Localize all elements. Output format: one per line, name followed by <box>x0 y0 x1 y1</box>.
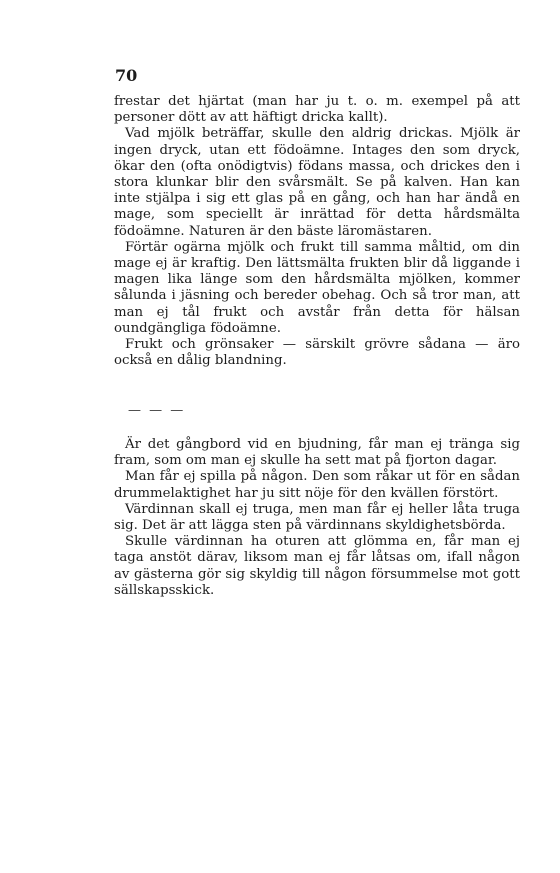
section-separator: — — — <box>128 403 186 418</box>
paragraph: Vad mjölk beträffar, skulle den aldrig drickas. Mjölk är ingen dryck, utan ett födoämne. Intages den som dryck, ökar den (ofta onödigtvis) födans massa, och drickes den i stora klunkar blir den svårsmält. Se på kalven. Han kan inte stjälpa i sig ett glas på en gång, och han har ändå en mage, som speciellt är inrättad för detta hårdsmälta födoämne. Naturen är den bäste läromästaren. <box>114 126 520 239</box>
paragraph: Förtär ogärna mjölk och frukt till samma måltid, om din mage ej är kraftig. Den lättsmälta frukten blir då liggande i magen lika länge som den hårdsmälta mjölken, kommer sålunda i jäsning och bereder obehag. Och så tror man, att man ej tål frukt och avstår från detta för hälsan oundgängliga födoämne. <box>114 239 520 336</box>
paragraph: Frukt och grönsaker — särskilt grövre sådana — äro också en dålig blandning. <box>114 337 520 369</box>
text-block-bottom <box>114 437 520 599</box>
paragraph: frestar det hjärtat (man har ju t. o. m. exempel på att personer dött av att häftigt dricka kallt). <box>114 94 520 126</box>
paragraph: Skulle värdinnan ha oturen att glömma en, får man ej taga anstöt därav, liksom man ej får låtsas om, ifall någon av gästerna gör sig skyldig till någon försummelse mot gott sällskapsskick. <box>114 534 520 598</box>
paragraph: Är det gångbord vid en bjudning, får man ej tränga sig fram, som om man ej skulle ha sett mat på fjorton dagar. <box>114 437 520 469</box>
paragraph: Man får ej spilla på någon. Den som råkar ut för en sådan drummelaktighet har ju sitt nöje för den kvällen förstört. <box>114 469 520 501</box>
text-block-top <box>114 94 520 369</box>
page-number: 70 <box>115 66 138 85</box>
paragraph: Värdinnan skall ej truga, men man får ej heller låta truga sig. Det är att lägga sten på värdinnans skyldighetsbörda. <box>114 501 520 534</box>
